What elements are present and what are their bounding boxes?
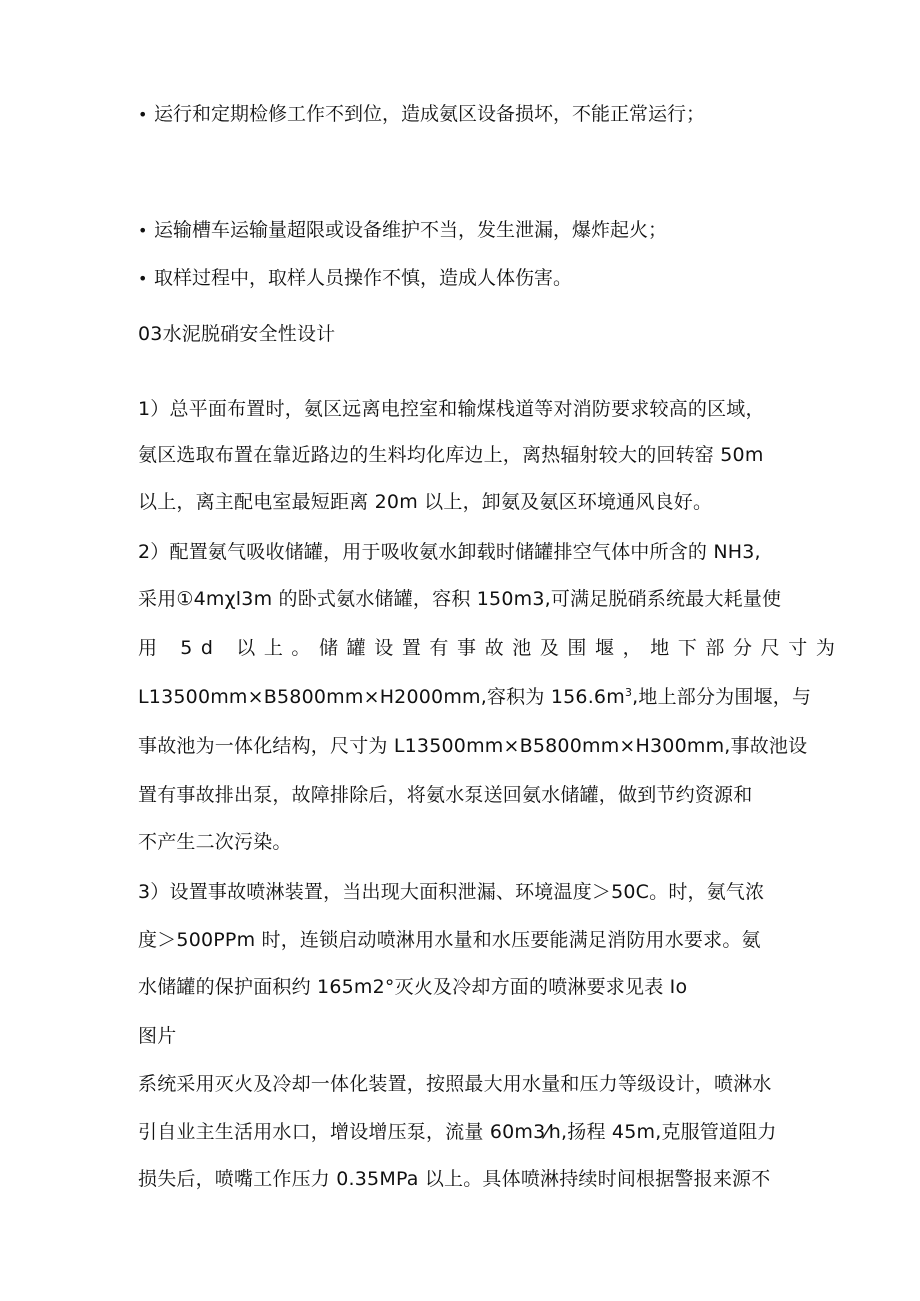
bullet-icon: • (138, 221, 148, 240)
paragraph-line: 以上，离主配电室最短距离 20m 以上，卸氨及氨区环境通风良好。 (138, 491, 713, 513)
paragraph-line: 2）配置氨气吸收储罐，用于吸收氨水卸载时储罐排空气体中所含的 NH3, (138, 541, 761, 563)
list-item (138, 218, 667, 243)
paragraph-line: 3）设置事故喷淋装置，当出现大面积泄漏、环境温度＞50C。时，氨气浓 (138, 881, 765, 903)
paragraph-line: 度＞500PPm 时，连锁启动喷淋用水量和水压要能满足消防用水要求。氨 (138, 929, 761, 951)
list-item-text: 运输槽车运输量超限或设备维护不当，发生泄漏，爆炸起火； (154, 219, 668, 241)
paragraph-line: 引自业主生活用水口，增设增压泵，流量 60m3⁄h,扬程 45m,克服管道阻力 (138, 1121, 777, 1143)
superscript: 3 (624, 686, 633, 699)
paragraph-line: 损失后，喷嘴工作压力 0.35MPa 以上。具体喷淋持续时间根据警报来源不 (138, 1168, 771, 1190)
list-item-text: 运行和定期检修工作不到位，造成氨区设备损坏，不能正常运行； (154, 103, 706, 125)
bullet-icon: • (138, 105, 148, 124)
section-heading: 03水泥脱硝安全性设计 (138, 323, 336, 345)
bullet-icon: • (138, 269, 148, 288)
paragraph-line: 事故池为一体化结构，尺寸为 L13500mm×B5800mm×H300mm,事故池设 (138, 735, 808, 757)
paragraph-text: L13500mm×B5800mm×H2000mm,容积为 156.6m (138, 686, 625, 708)
list-item (138, 266, 572, 291)
paragraph-line: 用 5d 以上。储罐设置有事故池及围堰，地下部分尺寸为 (138, 637, 844, 659)
paragraph-line: 不产生二次污染。 (138, 831, 292, 853)
list-item-text: 取样过程中，取样人员操作不慎，造成人体伤害。 (154, 267, 573, 289)
paragraph-text: ,地上部分为围堰，与 (632, 686, 812, 708)
list-item (138, 102, 705, 127)
paragraph-line: 1）总平面布置时，氨区远离电控室和输煤栈道等对消防要求较高的区域， (138, 398, 765, 420)
paragraph-line: 水储罐的保护面积约 165m2°灭火及冷却方面的喷淋要求见表 Io (138, 976, 688, 998)
paragraph-line (138, 685, 811, 709)
paragraph-line: 采用①4mχl3m 的卧式氨水储罐，容积 150m3,可满足脱硝系统最大耗量使 (138, 588, 782, 610)
paragraph-line: 置有事故排出泵，故障排除后，将氨水泵送回氨水储罐，做到节约资源和 (138, 784, 753, 806)
paragraph-line: 氨区选取布置在靠近路边的生料均化库边上，离热辐射较大的回转窑 50m (138, 444, 764, 466)
paragraph-line: 系统采用灭火及冷却一体化装置，按照最大用水量和压力等级设计，喷淋水 (138, 1073, 772, 1095)
image-placeholder-label: 图片 (138, 1025, 177, 1047)
